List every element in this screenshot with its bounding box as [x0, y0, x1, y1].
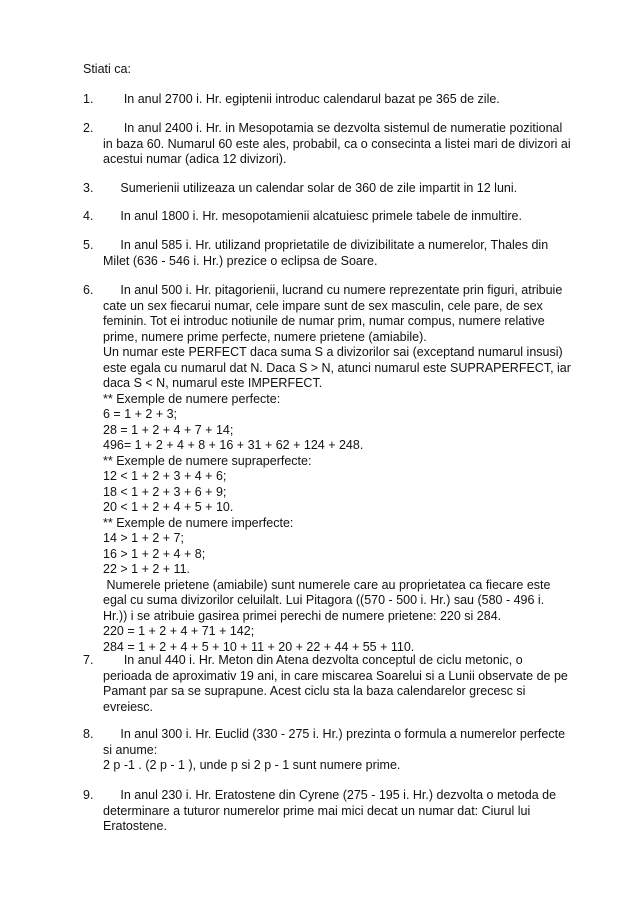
item-number: 8.: [83, 727, 94, 741]
text-line: prime, numere prime perfecte, numere prietene (amiabile).: [103, 329, 427, 344]
text-line: 14 > 1 + 2 + 7;: [103, 531, 184, 545]
item-text: [83, 283, 603, 655]
text-line: 20 < 1 + 2 + 4 + 5 + 10.: [103, 500, 234, 514]
text-line: Un numar este PERFECT daca suma S a divizorilor sai (exceptand numarul insusi): [103, 345, 563, 359]
item-number: 5.: [83, 238, 94, 252]
text-line: in baza 60. Numarul 60 este ales, probabil, ca o consecinta a listei mari de divizori ai: [103, 136, 571, 151]
text-line: ** Exemple de numere perfecte:: [103, 391, 281, 406]
list-item-6: [83, 283, 603, 655]
text-line: 22 > 1 + 2 + 11.: [103, 562, 190, 576]
item-number: 4.: [83, 209, 94, 223]
text-line: feminin. Tot ei introduc notiunile de numar prim, numar compus, numere relative: [103, 314, 545, 328]
list-item-2: [83, 121, 603, 168]
item-text: [83, 92, 603, 108]
text-line: In anul 2700 i. Hr. egiptenii introduc calendarul bazat pe 365 de zile.: [103, 92, 500, 106]
text-line: 12 < 1 + 2 + 3 + 4 + 6;: [103, 469, 227, 483]
text-line: 2 p -1 . (2 p - 1 ), unde p si 2 p - 1 sunt numere prime.: [103, 758, 401, 772]
text-line: este egala cu numarul dat N. Daca S > N, atunci numarul este SUPRAPERFECT, iar: [103, 360, 571, 375]
text-line: ** Exemple de numere imperfecte:: [103, 515, 294, 530]
text-line: Numerele prietene (amiabile) sunt numerele care au proprietatea ca fiecare este: [103, 577, 551, 592]
text-line: egal cu suma divizorilor celuilalt. Lui Pitagora ((570 - 500 i. Hr.) sau (580 - 496 i.: [103, 593, 545, 607]
text-line: In anul 1800 i. Hr. mesopotamienii alcatuiesc primele tabele de inmultire.: [103, 209, 522, 223]
text-line: Pamant par sa se suprapune. Acest ciclu sta la baza calendarelor grecesc si: [103, 684, 526, 698]
item-text: [83, 238, 603, 269]
text-line: 220 = 1 + 2 + 4 + 71 + 142;: [103, 624, 255, 638]
text-line: 28 = 1 + 2 + 4 + 7 + 14;: [103, 422, 234, 437]
item-number: 3.: [83, 181, 94, 195]
text-line: In anul 440 i. Hr. Meton din Atena dezvolta conceptul de ciclu metonic, o: [103, 653, 523, 667]
item-text: [83, 788, 603, 835]
document-heading: Stiati ca:: [83, 62, 131, 76]
text-line: daca S < N, numarul este IMPERFECT.: [103, 376, 323, 390]
list-item-9: [83, 788, 603, 835]
list-item-1: [83, 92, 603, 108]
text-line: determinare a tuturor numerelor prime mai mici decat un numar dat: Ciurul lui: [103, 803, 531, 818]
text-line: Hr.)) i se atribuie gasirea primei perechi de numere prietene: 220 si 284.: [103, 608, 502, 623]
text-line: 6 = 1 + 2 + 3;: [103, 407, 178, 421]
text-line: cate un sex fiecarui numar, cele impare sunt de sex masculin, cele pare, de sex: [103, 298, 543, 313]
item-text: [83, 181, 603, 197]
text-line: acestui numar (adica 12 divizori).: [103, 152, 287, 166]
text-line: In anul 300 i. Hr. Euclid (330 - 275 i. Hr.) prezinta o formula a numerelor perfecte: [103, 727, 566, 741]
text-line: Milet (636 - 546 i. Hr.) prezice o eclipsa de Soare.: [103, 253, 378, 268]
text-line: In anul 585 i. Hr. utilizand proprietatile de divizibilitate a numerelor, Thales din: [103, 238, 549, 252]
item-text: [83, 121, 603, 168]
list-item-3: [83, 181, 603, 197]
text-line: perioada de aproximativ 19 ani, in care miscarea Soarelui si a Lunii observate de pe: [103, 668, 568, 683]
item-number: 7.: [83, 653, 94, 667]
list-item-4: [83, 209, 603, 225]
text-line: Sumerienii utilizeaza un calendar solar de 360 de zile impartit in 12 luni.: [103, 181, 518, 195]
text-line: 496= 1 + 2 + 4 + 8 + 16 + 31 + 62 + 124 + 248.: [103, 438, 364, 452]
list-item-8: [83, 727, 603, 774]
item-text: [83, 727, 603, 774]
list-item-5: [83, 238, 603, 269]
text-line: 16 > 1 + 2 + 4 + 8;: [103, 546, 206, 561]
text-line: In anul 2400 i. Hr. in Mesopotamia se dezvolta sistemul de numeratie pozitional: [103, 121, 563, 135]
item-number: 2.: [83, 121, 94, 135]
text-line: 18 < 1 + 2 + 3 + 6 + 9;: [103, 484, 227, 499]
text-line: In anul 500 i. Hr. pitagorienii, lucrand cu numere reprezentate prin figuri, atribuie: [103, 283, 563, 297]
text-line: In anul 230 i. Hr. Eratostene din Cyrene (275 - 195 i. Hr.) dezvolta o metoda de: [103, 788, 557, 802]
list-item-7: [83, 653, 603, 715]
text-line: Eratostene.: [103, 819, 167, 833]
item-number: 1.: [83, 92, 94, 106]
item-number: 9.: [83, 788, 94, 802]
item-text: [83, 209, 603, 225]
text-line: evreiesc.: [103, 699, 154, 714]
text-line: 284 = 1 + 2 + 4 + 5 + 10 + 11 + 20 + 22 + 44 + 55 + 110.: [103, 639, 415, 654]
text-line: si anume:: [103, 742, 158, 757]
text-line: ** Exemple de numere supraperfecte:: [103, 453, 312, 468]
item-text: [83, 653, 603, 715]
item-number: 6.: [83, 283, 94, 297]
